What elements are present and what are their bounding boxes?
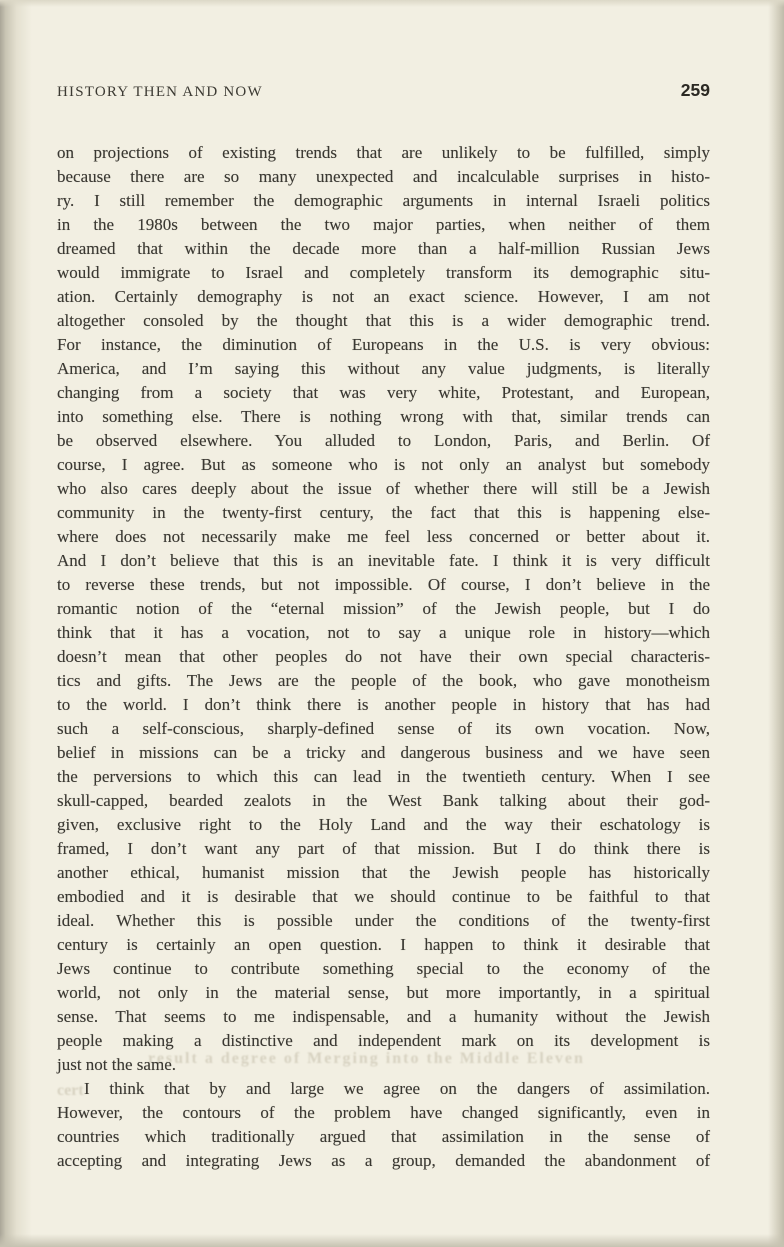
text-line: I think that by and large we agree on the dangers of assimilation. [84,1079,710,1098]
running-header-title: HISTORY THEN AND NOW [57,84,263,100]
text-line: the perversions to which this can lead in the twentieth century. When I see [57,767,710,786]
text-line: changing from a society that was very white, Protestant, and European, [57,383,710,402]
text-line: tics and gifts. The Jews are the people of the book, who gave monotheism [57,671,710,690]
text-line: given, exclusive right to the Holy Land and the way their eschatology is [57,815,710,834]
page-edge-shadow-bottom [0,1234,784,1247]
text-line: America, and I’m saying this without any value judgments, is literally [57,359,710,378]
text-line: where does not necessarily make me feel less concerned or better about it. [57,527,710,546]
page-number: 259 [680,80,710,100]
paragraph [57,1077,710,1173]
paragraph [57,141,710,1077]
text-line: because there are so many unexpected and incalculable surprises in histo- [57,167,710,186]
text-line: And I don’t believe that this is an inevitable fate. I think it is very difficult [57,551,710,570]
text-line: skull-capped, bearded zealots in the West Bank talking about their god- [57,791,710,810]
text-line: another ethical, humanist mission that the Jewish people has historically [57,863,710,882]
text-line: world, not only in the material sense, but more importantly, in a spiritual [57,983,710,1002]
show-through-text: result a degree of Merging into the Middle Eleven [148,1050,585,1067]
text-line: ideal. Whether this is possible under the conditions of the twenty-first [57,911,710,930]
text-line: dreamed that within the decade more than a half-million Russian Jews [57,239,710,258]
text-line: course, I agree. But as someone who is not only an analyst but somebody [57,455,710,474]
text-line: to the world. I don’t think there is another people in history that has had [57,695,710,714]
page-edge-shadow-top [0,0,784,7]
text-line: belief in missions can be a tricky and dangerous business and we have seen [57,743,710,762]
text-line: romantic notion of the “eternal mission” of the Jewish people, but I do [57,599,710,618]
text-line: For instance, the diminution of Europeans in the U.S. is very obvious: [57,335,710,354]
text-line: Jews continue to contribute something special to the economy of the [57,959,710,978]
text-line: ation. Certainly demography is not an exact science. However, I am not [57,287,710,306]
text-line: ry. I still remember the demographic arguments in internal Israeli politics [57,191,710,210]
page-edge-shadow-right [768,0,784,1247]
text-line: people making a distinctive and independent mark on its development is [57,1031,710,1050]
text-line: into something else. There is nothing wrong with that, similar trends can [57,407,710,426]
text-line: accepting and integrating Jews as a group, demanded the abandonment of [57,1151,710,1170]
text-line: would immigrate to Israel and completely transform its demographic situ- [57,263,710,282]
text-line: who also cares deeply about the issue of whether there will still be a Jewish [57,479,710,498]
text-line: altogether consoled by the thought that this is a wider demographic trend. [57,311,710,330]
text-line: However, the contours of the problem have changed significantly, even in [57,1103,710,1122]
text-line: on projections of existing trends that are unlikely to be fulfilled, simply [57,143,710,162]
text-line: embodied and it is desirable that we should continue to be faithful to that [57,887,710,906]
text-line: sense. That seems to me indispensable, and a humanity without the Jewish [57,1007,710,1026]
text-line: in the 1980s between the two major parties, when neither of them [57,215,710,234]
text-line: just not the same. [57,1055,176,1074]
text-line: think that it has a vocation, not to say a unique role in history—which [57,623,710,642]
body-text [57,141,710,1173]
text-line: century is certainly an open question. I happen to think it desirable that [57,935,710,954]
text-line: to reverse these trends, but not impossible. Of course, I don’t believe in the [57,575,710,594]
text-line: doesn’t mean that other peoples do not have their own special characteris- [57,647,710,666]
text-line: countries which traditionally argued that assimilation in the sense of [57,1127,710,1146]
text-line: such a self-conscious, sharply-defined sense of its own vocation. Now, [57,719,710,738]
text-line: framed, I don’t want any part of that mission. But I do think there is [57,839,710,858]
running-header [57,80,710,101]
show-through-text: cert [57,1082,84,1099]
text-line: community in the twenty-first century, the fact that this is happening else- [57,503,710,522]
page-gutter-shadow [0,0,32,1247]
text-line: be observed elsewhere. You alluded to London, Paris, and Berlin. Of [57,431,710,450]
